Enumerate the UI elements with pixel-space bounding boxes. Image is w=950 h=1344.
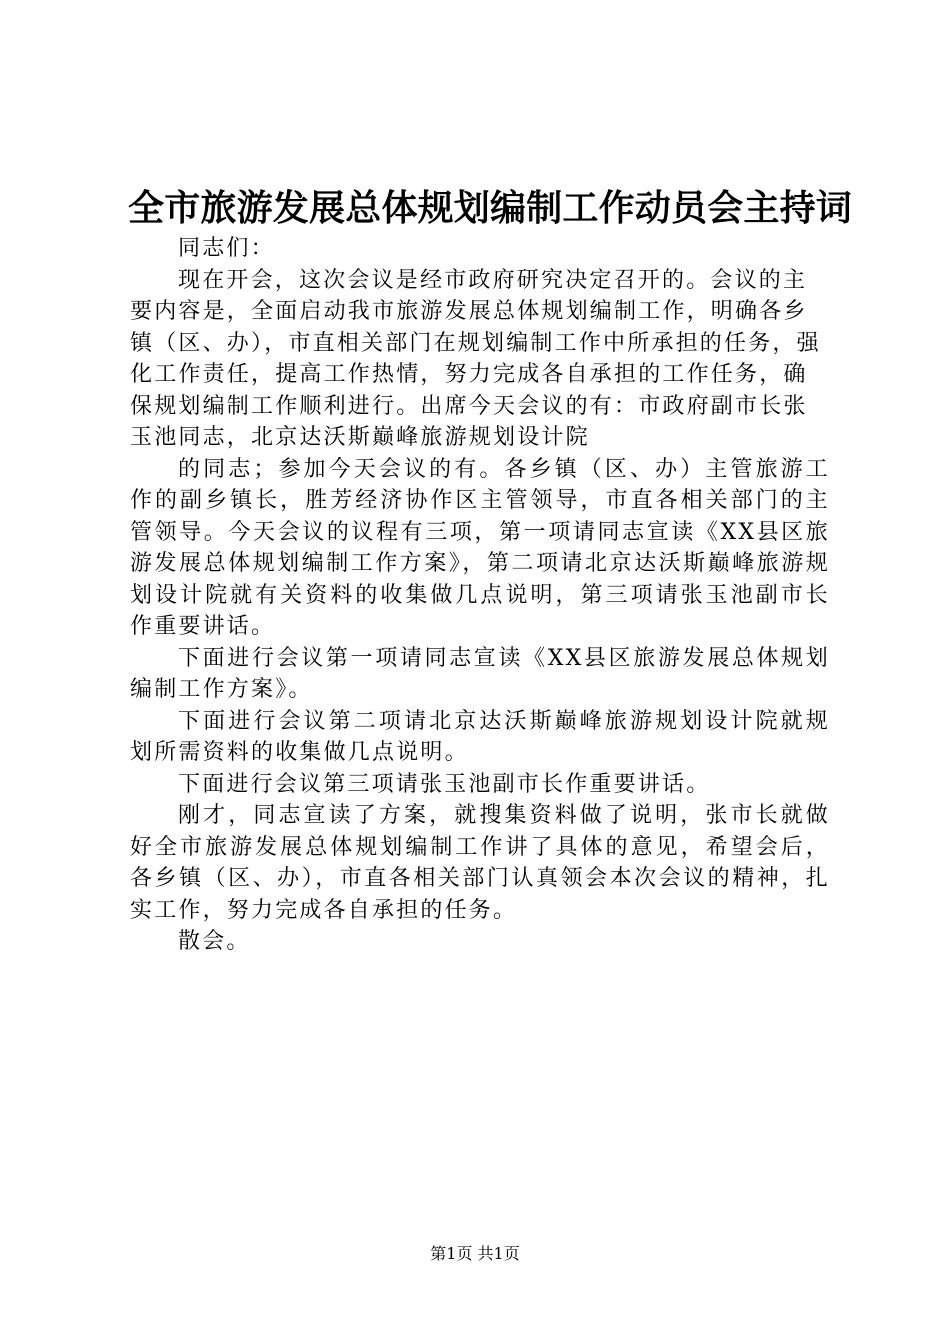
paragraph-attendees-agenda: 的同志；参加今天会议的有。各乡镇（区、办）主管旅游工作的副乡镇长，胜芳经济协作区主管领导，市直各相关部门的主管领导。今天会议的议程有三项，第一项请同志宣读《XX县区旅游发展总体规划编制工作方案》，第二项请北京达沃斯巅峰旅游规划设计院就有关资料的收集做几点说明，第三项请张玉池副市长作重要讲话。 [130,456,830,639]
paragraph-closing-remarks: 刚才，同志宣读了方案，就搜集资料做了说明，张市长就做好全市旅游发展总体规划编制工作讲了具体的意见，希望会后，各乡镇（区、办），市直各相关部门认真领会本次会议的精神，扎实工作，努力完成各自承担的任务。 [130,803,830,923]
paragraph-agenda-item-3: 下面进行会议第三项请张玉池副市长作重要讲话。 [178,771,711,797]
paragraph-adjourn: 散会。 [178,929,251,954]
paragraph-agenda-item-2: 下面进行会议第二项请北京达沃斯巅峰旅游规划设计院就规划所需资料的收集做几点说明。 [130,708,830,765]
page-number-footer: 第1页 共1页 [430,1244,520,1263]
paragraph-agenda-item-1: 下面进行会议第一项请同志宣读《XX县区旅游发展总体规划编制工作方案》。 [130,645,830,702]
paragraph-salutation: 同志们： [178,236,275,261]
document-body [130,233,830,958]
paragraph-opening: 现在开会，这次会议是经市政府研究决定召开的。会议的主要内容是，全面启动我市旅游发展总体规划编制工作，明确各乡镇（区、办），市直相关部门在规划编制工作中所承担的任务，强化工作责任，提高工作热情，努力完成各自承担的工作任务，确保规划编制工作顺利进行。出席今天会议的有：市政府副市长张玉池同志，北京达沃斯巅峰旅游规划设计院 [130,267,821,450]
document-title: 全市旅游发展总体规划编制工作动员会主持词 [128,188,853,229]
